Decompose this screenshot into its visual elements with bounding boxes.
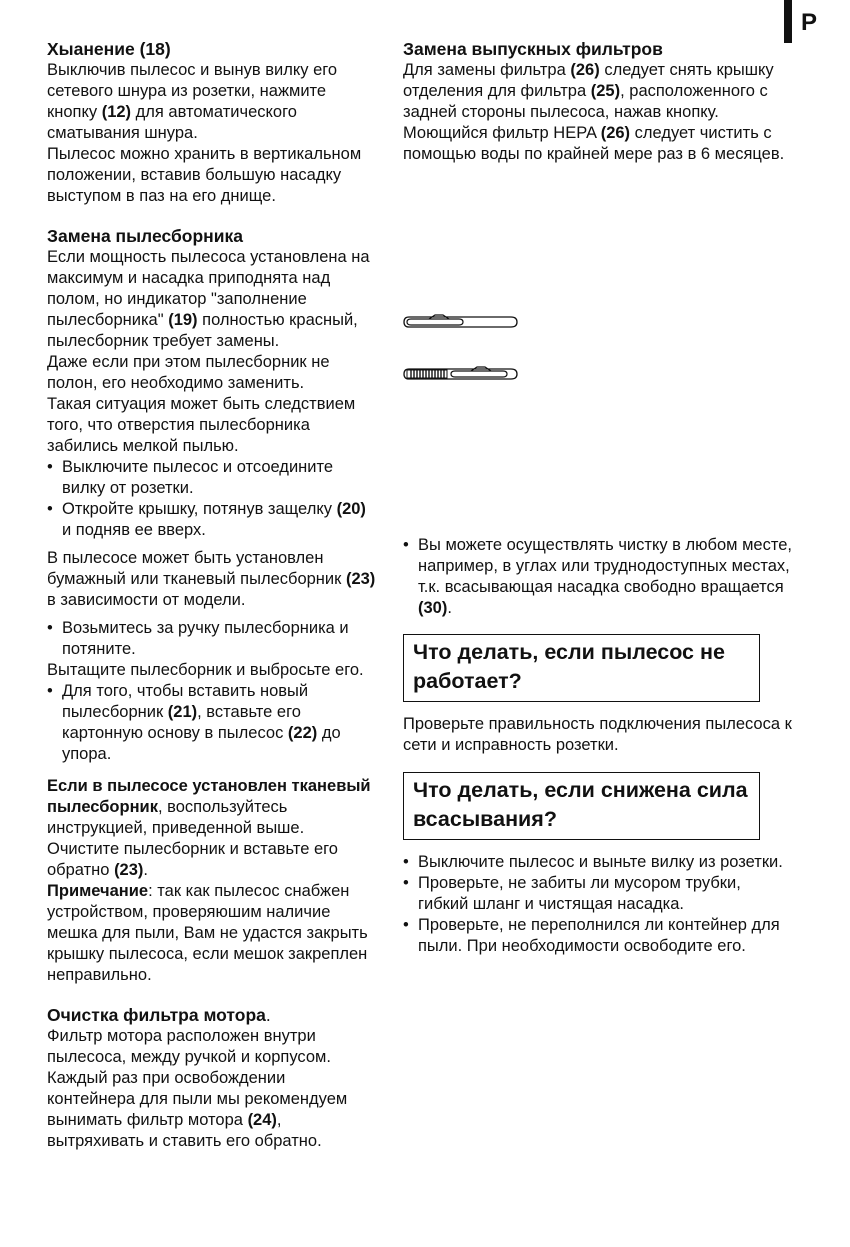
page-marker-tab — [784, 0, 792, 43]
motor-filter-text: Фильтр мотора расположен внутри пылесоса, между ручкой и корпусом. Каждый раз при освобождении контейнера для пыли мы рекомендуем вынимать фильтр мотора (24), вытряхивать и ставить его обратно. — [47, 1027, 348, 1150]
exhaust-filter-section — [403, 38, 795, 165]
bag-text-2: Даже если при этом пылесборник не полон, его необходимо заменить. — [47, 353, 330, 392]
bag-heading: Замена пылесборника — [47, 226, 243, 246]
page-marker-letter: P — [801, 9, 818, 36]
bag-text-3: Такая ситуация может быть следствием того, что отверстия пылесборника забились мелкой пылью. — [47, 395, 356, 455]
list-item: • Выключите пылесос и выньте вилку из розетки. — [403, 852, 795, 873]
bag-insert-list — [47, 681, 377, 765]
right-column — [403, 38, 795, 165]
motor-filter-section — [47, 1004, 377, 1152]
storage-text-1: Выключив пылесос и вынув вилку его сетевого шнура из розетки, нажмите кнопку (12) для автоматического сматывания шнура. — [47, 61, 338, 142]
bag-steps-list — [47, 457, 377, 541]
exhaust-filter-text-2: Моющийся фильтр HEPA (26) следует чистить с помощью воды по крайней мере раз в 6 месяцев. — [403, 124, 785, 163]
storage-section — [47, 38, 377, 207]
storage-text-2: Пылесос можно хранить в вертикальном положении, вставив большую насадку выступом в паз на его днище. — [47, 145, 362, 205]
exhaust-filter-heading: Замена выпускных фильтров — [403, 39, 663, 59]
nozzle-open-icon — [403, 364, 519, 384]
bag-text-6: Если в пылесосе установлен тканевый пылесборник, воспользуйтесь инструкцией, приведенной выше. Очистите пылесборник и вставьте его обратно (23). — [47, 777, 371, 879]
list-item: • Проверьте, не забиты ли мусором трубки, гибкий шланг и чистящая насадка. — [403, 873, 795, 915]
not-working-text: Проверьте правильность подключения пылесоса к сети и исправность розетки. — [403, 715, 792, 754]
bag-text-1: Если мощность пылесоса установлена на максимум и насадка приподнята над полом, но индикатор "заполнение пылесборника" (19) полностью красный, пылесборник требует замены. — [47, 248, 370, 350]
list-item: • Проверьте, не переполнился ли контейнер для пыли. При необходимости освободите его. — [403, 915, 795, 957]
list-item: • Для того, чтобы вставить новый пылесборник (21), вставьте его картонную основу в пылесос (22) до упора. — [47, 681, 377, 765]
right-column-lower — [403, 535, 795, 957]
nozzle-closed-icon — [403, 312, 519, 332]
bag-remove-list — [47, 618, 377, 660]
list-item: • Откройте крышку, потянув защелку (20) и подняв ее вверх. — [47, 499, 377, 541]
exhaust-filter-text-1: Для замены фильтра (26) следует снять крышку отделения для фильтра (25), расположенного с задней стороны пылесоса, нажав кнопку. — [403, 61, 774, 121]
bag-note: Примечание: так как пылесос снабжен устройством, проверяюшим наличие мешка для пыли, Вам не удастся закрыть крышку пылесоса, если мешок закреплен неправильно. — [47, 882, 368, 984]
suction-heading-box: Что делать, если снижена сила всасывания? — [403, 772, 760, 840]
list-item: • Вы можете осуществлять чистку в любом месте, например, в углах или труднодоступных местах, т.к. всасывающая насадка свободно вращается (30). — [403, 535, 795, 619]
list-item: • Возьмитесь за ручку пылесборника и потяните. — [47, 618, 377, 660]
storage-heading: Хыанение (18) — [47, 39, 171, 59]
list-item: • Выключите пылесос и отсоедините вилку от розетки. — [47, 457, 377, 499]
motor-filter-heading: Очистка фильтра мотора. — [47, 1005, 271, 1025]
nozzle-list — [403, 535, 795, 619]
bag-section — [47, 225, 377, 986]
bag-text-5: Вытащите пылесборник и выбросьте его. — [47, 661, 364, 679]
suction-list — [403, 852, 795, 957]
bag-text-4: В пылесосе может быть установлен бумажный или тканевый пылесборник (23) в зависимости от модели. — [47, 549, 376, 609]
left-column — [47, 38, 377, 1152]
not-working-heading-box: Что делать, если пылесос не работает? — [403, 634, 760, 702]
